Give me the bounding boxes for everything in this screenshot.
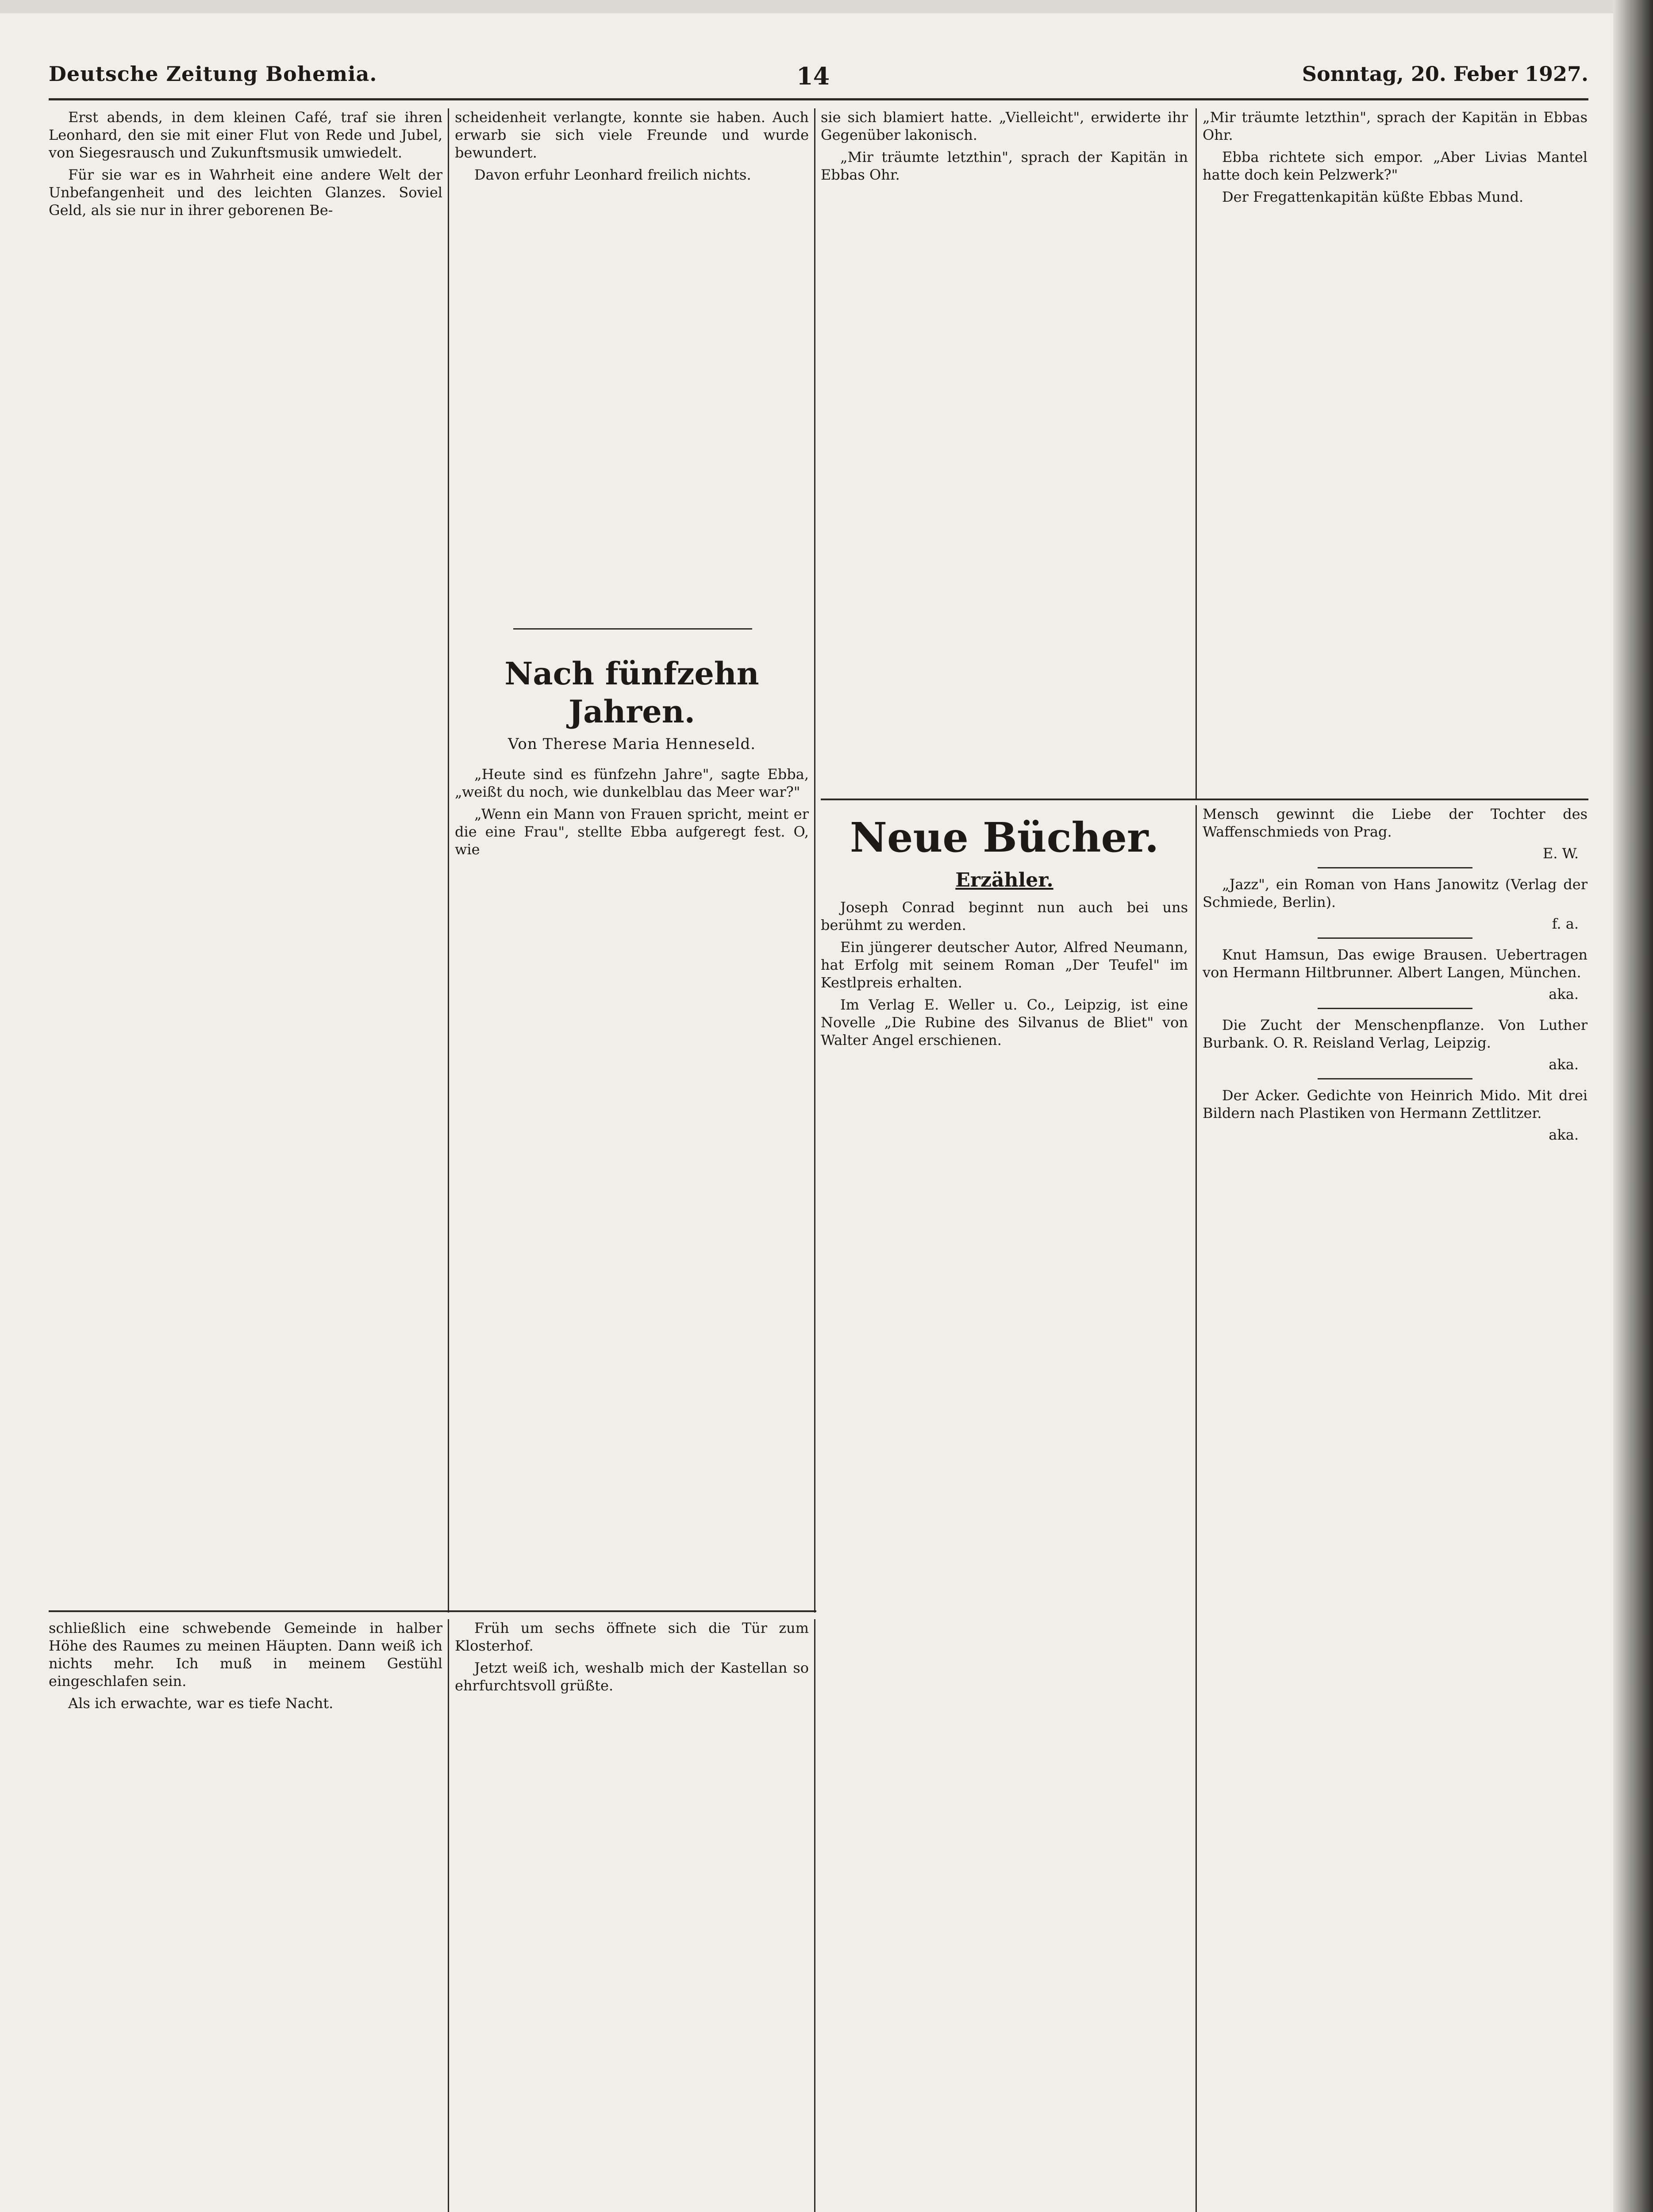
signature-aka-1: aka. xyxy=(1549,986,1579,1002)
story3-awakening: Als ich erwachte, war es tiefe Nacht. xyxy=(68,1695,334,1712)
story2-paragraph-pelzwerk: Ebba richtete sich empor. „Aber Livias Mantel hatte doch kein Pelzwerk?" xyxy=(1203,149,1588,183)
story-end-rule xyxy=(513,628,752,630)
books-subsection-title: Erzähler. xyxy=(955,869,1053,891)
story2-paragraph-col3-start: sie sich blamiert hatte. „Vielleicht", erwiderte ihr Gegenüber lakonisch. xyxy=(821,109,1188,143)
story1-opening-paragraph: Erst abends, in dem kleinen Café, traf sie ihren Leonhard, den sie mit einer Flut von Rede und Jubel, von Siegesrausch und Zukunftsmusik umwiedelt. xyxy=(49,109,442,161)
review-divider-4 xyxy=(1318,1078,1472,1079)
story1-ending: Davon erfuhr Leonhard freilich nichts. xyxy=(474,166,751,183)
page-top-border xyxy=(0,0,1653,13)
signature-fa: f. a. xyxy=(1552,915,1579,932)
header-rule xyxy=(49,98,1588,100)
signature-aka-3: aka. xyxy=(1549,1126,1579,1143)
column-divider-2 xyxy=(814,108,815,1613)
books-section-top-rule xyxy=(821,799,1588,800)
column-divider-1 xyxy=(448,108,449,1613)
books-jazz-review: „Jazz", ein Roman von Hans Janowitz (Verlag der Schmiede, Berlin). xyxy=(1203,876,1588,910)
story3-castellan: Jetzt weiß ich, weshalb mich der Kastellan so ehrfurchtsvoll grüßte. xyxy=(455,1659,809,1694)
column-divider-lower-1 xyxy=(448,1619,449,2212)
books-acker-review: Der Acker. Gedichte von Heinrich Mido. Mit drei Bildern nach Plastiken von Hermann Zettlitzer. xyxy=(1203,1087,1588,1121)
page-number: 14 xyxy=(796,62,830,90)
story1-column1-closing: Für sie war es in Wahrheit eine andere Welt der Unbefangenheit und des leichten Glanzes. Soviel Geld, als sie nur in ihrer geborenen Be- xyxy=(49,166,442,219)
books-column-3 xyxy=(821,805,1188,2212)
page-binding-shadow xyxy=(1613,0,1653,2212)
story2-paragraph-ending: Der Fregattenkapitän küßte Ebbas Mund. xyxy=(1222,188,1524,205)
issue-date: Sonntag, 20. Feber 1927. xyxy=(1302,62,1588,86)
story2-column-3 xyxy=(821,108,1188,799)
books-angel-review: Im Verlag E. Weller u. Co., Leipzig, ist eine Novelle „Die Rubine des Silvanus de Bliet" von Walter Angel erschienen. xyxy=(821,996,1188,1048)
story3-column-2 xyxy=(455,1619,809,2212)
signature-ew: E. W. xyxy=(1542,845,1579,862)
story2-paragraph-col2-end: „Wenn ein Mann von Frauen spricht, meint er die eine Frau", stellte Ebba aufgeregt fest. O, wie xyxy=(455,806,809,858)
story1-continuation: scheidenheit verlangte, konnte sie haben. Auch erwarb sie sich viele Freunde und wurde bewundert. xyxy=(455,109,809,161)
story3-column-1 xyxy=(49,1619,442,2212)
page-header xyxy=(49,62,1588,97)
books-prag-review-end: Mensch gewinnt die Liebe der Tochter des Waffenschmieds von Prag. xyxy=(1203,806,1588,840)
review-divider-3 xyxy=(1318,1008,1472,1009)
story2-column-2 xyxy=(455,655,809,1597)
books-column-4 xyxy=(1203,805,1588,2212)
books-conrad-review: Joseph Conrad beginnt nun auch bei uns berühmt zu werden. xyxy=(821,899,1188,933)
column-divider-lower-2 xyxy=(814,1619,815,2212)
story2-paragraph-col3-end: „Mir träumte letzthin", sprach der Kapitän in Ebbas Ohr. xyxy=(821,149,1188,183)
story1-column-2 xyxy=(455,108,809,604)
story2-column-4 xyxy=(1203,108,1588,781)
lower-story-top-rule xyxy=(49,1610,816,1612)
review-divider-1 xyxy=(1318,867,1472,868)
story2-paragraph-col4-start: „Mir träumte letzthin", sprach der Kapitän in Ebbas Ohr. xyxy=(1203,109,1588,143)
books-burbank-review: Die Zucht der Menschenpflanze. Von Luther Burbank. O. R. Reisland Verlag, Leipzig. xyxy=(1203,1017,1588,1051)
story2-title: Nach fünfzehn Jahren. xyxy=(504,655,759,730)
books-section-title: Neue Bücher. xyxy=(850,814,1159,861)
books-neumann-review: Ein jüngerer deutscher Autor, Alfred Neumann, hat Erfolg mit seinem Roman „Der Teufel" im Kestlpreis erhalten. xyxy=(821,939,1188,991)
story1-column-1 xyxy=(49,108,442,1593)
signature-aka-2: aka. xyxy=(1549,1056,1579,1073)
story2-paragraph-opening: „Heute sind es fünfzehn Jahre", sagte Ebba, „weißt du noch, wie dunkelblau das Meer war?" xyxy=(455,766,809,800)
column-divider-3 xyxy=(1196,108,1197,799)
column-divider-3-lower xyxy=(1196,805,1197,2212)
story3-opening: schließlich eine schwebende Gemeinde in halber Höhe des Raumes zu meinen Häupten. Dann weiß ich nichts mehr. Ich muß in meinem Gestühl eingeschlafen sein. xyxy=(49,1620,442,1690)
story3-morning: Früh um sechs öffnete sich die Tür zum Klosterhof. xyxy=(455,1620,809,1654)
story2-byline: Von Therese Maria Henneseld. xyxy=(507,735,756,753)
newspaper-title: Deutsche Zeitung Bohemia. xyxy=(49,62,377,86)
books-hamsun-review: Knut Hamsun, Das ewige Brausen. Uebertragen von Hermann Hiltbrunner. Albert Langen, München. xyxy=(1203,946,1588,981)
review-divider-2 xyxy=(1318,937,1472,939)
